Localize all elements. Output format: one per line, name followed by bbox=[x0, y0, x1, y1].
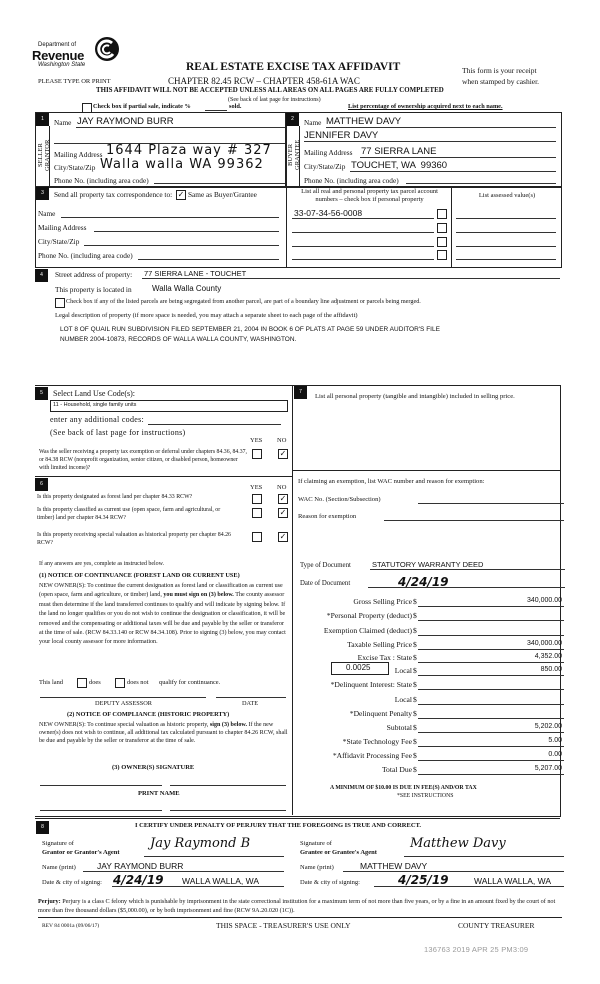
section-7-number: 7 bbox=[294, 386, 307, 399]
grantor-name-field[interactable]: JAY RAYMOND BURR bbox=[97, 861, 184, 871]
date-label: DATE bbox=[242, 700, 259, 707]
amount-field[interactable] bbox=[418, 635, 564, 636]
amount-field[interactable] bbox=[418, 704, 564, 705]
buyer-phone-label: Phone No. (including area code) bbox=[304, 176, 399, 185]
segregated-label: Check box if any of the listed parcels are being segregated from another parcel, are part of a boundary line adjustment or parcels being merged. bbox=[66, 298, 421, 305]
county-treasurer: COUNTY TREASURER bbox=[458, 921, 535, 930]
grantee-city-field[interactable]: WALLA WALLA, WA bbox=[474, 876, 551, 886]
notice-2-text-a: NEW OWNER(S): To continue special valuation as historic property, bbox=[39, 722, 209, 728]
amount-row bbox=[300, 765, 570, 777]
grantee-date-label: Date & city of signing: bbox=[300, 879, 360, 886]
land-does-checkbox[interactable] bbox=[77, 678, 87, 688]
sections-5-6-divider bbox=[35, 476, 292, 477]
amount-value: 5.00 bbox=[548, 737, 562, 744]
ownership-note: List percentage of ownership acquired next to each name. bbox=[348, 103, 503, 110]
doc-type-field[interactable]: STATUTORY WARRANTY DEED bbox=[372, 560, 484, 569]
amount-field[interactable] bbox=[418, 732, 564, 733]
grantee-name-underline bbox=[343, 871, 564, 872]
dollar-sign: $ bbox=[413, 737, 417, 746]
parcel-number-field[interactable] bbox=[292, 259, 434, 260]
grantee-sig-label-1: Signature of bbox=[300, 840, 332, 847]
doc-date-label: Date of Document bbox=[300, 580, 351, 587]
land-use-label: Select Land Use Code(s): bbox=[53, 389, 135, 398]
seller-name-field[interactable]: JAY RAYMOND BURR bbox=[77, 116, 174, 127]
amount-label: Subtotal bbox=[386, 723, 412, 732]
deputy-assessor-label: DEPUTY ASSESSOR bbox=[95, 700, 152, 707]
notice-2-text-b: If the new owner(s) does not wish to continue, all additional tax calculated pursuant to chapter 84.26 RCW, shall be due and payable by the seller or transferor at the time of sale. bbox=[39, 722, 288, 745]
forest-land-question: Is this property designated as forest land per chapter 84.33 RCW? bbox=[37, 494, 193, 500]
reason-field[interactable] bbox=[384, 520, 564, 521]
historical-question: Is this property receiving special valuation as historical property per chapter 84.26 RCW? bbox=[37, 532, 231, 546]
perjury-text: Perjury is a class C felony which is punishable by imprisonment in the state correctional institution for a maximum term of not more than five years, or by a fine in an amount fixed by the court of not more than five thousand dollars ($5,000.00), or by both imprisonment and fine (RCW 9A.20.020 (1C)). bbox=[38, 898, 556, 914]
dollar-sign: $ bbox=[413, 695, 417, 704]
assessed-header: List assessed value(s) bbox=[478, 192, 536, 199]
current-use-no-checkbox[interactable]: ✓ bbox=[279, 508, 287, 517]
buyer-city-underline bbox=[350, 171, 556, 172]
amount-row bbox=[300, 680, 570, 692]
treasurer-use-only: THIS SPACE - TREASURER'S USE ONLY bbox=[216, 921, 351, 930]
amount-value: 5,207.00 bbox=[534, 765, 562, 772]
amount-value: 340,000.00 bbox=[526, 640, 562, 647]
buyer-name-field[interactable]: MATTHEW DAVY bbox=[326, 116, 402, 127]
current-use-yes-checkbox[interactable] bbox=[252, 508, 262, 518]
dollar-sign: $ bbox=[413, 611, 417, 620]
amount-label: Taxable Selling Price bbox=[347, 640, 412, 649]
grantor-sig-label-1: Signature of bbox=[42, 840, 74, 847]
warning-text: THIS AFFIDAVIT WILL NOT BE ACCEPTED UNLESS ALL AREAS ON ALL PAGES ARE FULLY COMPLETED bbox=[96, 87, 444, 94]
street-address-field[interactable]: 77 SIERRA LANE - TOUCHET bbox=[144, 269, 247, 278]
print-name-line-2[interactable] bbox=[170, 810, 286, 811]
section-3-correspondence bbox=[35, 186, 562, 268]
assessed-value-field[interactable] bbox=[456, 232, 556, 233]
corr-city-label: City/State/Zip bbox=[38, 237, 80, 246]
parcel-underline bbox=[292, 218, 434, 219]
buyer-name-label: Name bbox=[304, 118, 322, 127]
dor-logo bbox=[30, 28, 120, 70]
dollar-sign: $ bbox=[413, 653, 417, 662]
forest-land-no-checkbox[interactable]: ✓ bbox=[279, 494, 287, 503]
owner-signature-label: (3) OWNER(S) SIGNATURE bbox=[112, 764, 195, 771]
section-2-number: 2 bbox=[286, 113, 299, 126]
buyer-mailing-underline bbox=[360, 157, 556, 158]
corr-city-field[interactable] bbox=[84, 245, 279, 246]
dollar-sign: $ bbox=[413, 751, 417, 760]
dollar-sign: $ bbox=[413, 680, 417, 689]
amount-field[interactable] bbox=[418, 675, 564, 676]
see-instructions-note: *SEE INSTRUCTIONS bbox=[397, 793, 454, 799]
same-as-buyer-label: Same as Buyer/Grantee bbox=[188, 190, 257, 199]
seller-mailing-field[interactable]: 1644 Plaza way # 327 bbox=[106, 143, 272, 158]
section-3-number: 3 bbox=[36, 187, 49, 200]
notice-1-title: (1) NOTICE OF CONTINUANCE (FOREST LAND OR CURRENT USE) bbox=[39, 572, 240, 579]
amount-field[interactable] bbox=[418, 620, 564, 621]
notice-1-text-b: The county assessor must then determine if the land transferred continues to qualify and will indicate by signing below. If the land no longer qualifies or you do not wish to continue the designation or classification, it will be removed and the compensating or additional taxes will be due and payable by the seller or transferor at the time of sale. (RCW 84.33.140 or RCW 84.34.108). Prior to signing (3) below, you may contact your local county assessor for more information. bbox=[39, 592, 286, 646]
buyer-mailing-label: Mailing Address bbox=[304, 148, 353, 157]
notice-1-bold: you must sign on (3) below. bbox=[163, 592, 234, 599]
grantor-sig-label-2: Grantor or Grantor's Agent bbox=[42, 849, 120, 856]
qualify-label: qualify for continuance. bbox=[159, 679, 221, 686]
assessed-value-field[interactable] bbox=[456, 259, 556, 260]
forest-land-yes-checkbox[interactable] bbox=[252, 494, 262, 504]
assessor-date-line[interactable] bbox=[216, 697, 286, 698]
personal-property-checkbox[interactable] bbox=[437, 223, 447, 233]
sections-5-7-column-divider bbox=[292, 385, 293, 815]
amount-row bbox=[300, 751, 570, 763]
grantor-name-label: Name (print) bbox=[42, 864, 76, 871]
receipt-note-2: when stamped by cashier. bbox=[462, 77, 540, 86]
partial-sale-sold: sold. bbox=[229, 103, 242, 110]
corr-mailing-field[interactable] bbox=[94, 231, 279, 232]
grantor-name-underline bbox=[83, 871, 284, 872]
local-rate-field[interactable] bbox=[331, 662, 389, 675]
street-address-underline bbox=[142, 278, 560, 279]
street-address-label: Street address of property: bbox=[55, 270, 133, 279]
amount-field[interactable] bbox=[418, 718, 564, 719]
section-5-number: 5 bbox=[35, 387, 48, 400]
dollar-sign: $ bbox=[413, 765, 417, 774]
seller-phone-label: Phone No. (including area code) bbox=[54, 176, 149, 185]
partial-sale-percent-field[interactable] bbox=[205, 110, 227, 111]
amount-row bbox=[300, 597, 570, 609]
parcel-header-1: List all real and personal property tax parcel account bbox=[301, 188, 438, 195]
amount-label: Excise Tax : State bbox=[357, 653, 412, 662]
treasurer-stamp: 136763 2019 APR 25 PM3:09 bbox=[424, 945, 529, 954]
logo-line1: Department of bbox=[38, 42, 77, 48]
grantee-date-underline bbox=[374, 886, 564, 887]
doc-type-label: Type of Document bbox=[300, 562, 351, 569]
notice-1-text-a: NEW OWNER(S): To continue the current designation as forest land or classification as current use (open space, farm and agriculture, or timber) land, bbox=[39, 583, 283, 599]
buyer-city-label: City/State/Zip bbox=[304, 162, 346, 171]
land-does-not-checkbox[interactable] bbox=[115, 678, 125, 688]
grantor-signature-underline bbox=[144, 856, 284, 857]
land-does-label: does bbox=[89, 679, 101, 686]
owner-signature-line-2[interactable] bbox=[170, 785, 286, 786]
seller-city-field[interactable]: Walla walla WA 99362 bbox=[100, 157, 264, 172]
seller-grantor-label: SELLER GRANTOR bbox=[37, 139, 51, 171]
wac-label: WAC No. (Section/Subsection) bbox=[298, 496, 381, 503]
grantor-date-label: Date & city of signing: bbox=[42, 879, 102, 886]
amount-field[interactable] bbox=[418, 649, 564, 650]
buyer-mailing-field[interactable]: 77 SIERRA LANE bbox=[361, 146, 437, 157]
dollar-sign: $ bbox=[413, 640, 417, 649]
doc-date-field[interactable]: 4/24/19 bbox=[398, 575, 449, 589]
amount-label: Exemption Claimed (deduct) bbox=[323, 626, 412, 635]
if-yes-instructions: If any answers are yes, complete as instructed below. bbox=[39, 561, 164, 567]
section-4-number: 4 bbox=[35, 269, 48, 282]
grantee-signature-field[interactable]: Matthew Davy bbox=[410, 836, 506, 851]
minimum-due-note: A MINIMUM OF $10.00 IS DUE IN FEE(S) AND/OR TAX bbox=[330, 785, 477, 791]
amount-label: *Personal Property (deduct) bbox=[326, 611, 412, 620]
historical-no-checkbox[interactable]: ✓ bbox=[279, 532, 287, 541]
grantor-date-field[interactable]: 4/24/19 bbox=[113, 873, 164, 887]
partial-sale-label: Check box if partial sale, indicate % bbox=[93, 103, 191, 110]
seller-mailing-label: Mailing Address bbox=[54, 150, 103, 159]
seller-city-label: City/State/Zip bbox=[54, 163, 96, 172]
owner-signature-line-1[interactable] bbox=[40, 785, 162, 786]
amount-row bbox=[300, 737, 570, 749]
amount-label: Local bbox=[394, 666, 412, 675]
land-use-selected: 11 - Household, single family units bbox=[53, 402, 137, 408]
amount-row bbox=[300, 640, 570, 652]
grantee-date-field[interactable]: 4/25/19 bbox=[398, 873, 449, 887]
amount-label: Local bbox=[394, 695, 412, 704]
assessed-column-divider bbox=[451, 187, 452, 267]
doc-type-underline bbox=[370, 569, 565, 570]
amount-value: 340,000.00 bbox=[526, 597, 562, 604]
form-revision: REV 84 0001a (09/06/17) bbox=[42, 923, 100, 929]
corr-phone-field[interactable] bbox=[138, 259, 279, 260]
grantor-date-underline bbox=[112, 886, 284, 887]
section-6-number: 6 bbox=[35, 478, 48, 491]
amount-row bbox=[300, 709, 570, 721]
dollar-sign: $ bbox=[413, 723, 417, 732]
amount-value: 850.00 bbox=[540, 666, 562, 673]
section-5-see-back: (See back of last page for instructions) bbox=[50, 428, 186, 437]
notice-2-title: (2) NOTICE OF COMPLIANCE (HISTORIC PROPERTY) bbox=[67, 711, 230, 718]
doc-date-underline bbox=[368, 587, 565, 588]
section-1-seller bbox=[35, 112, 287, 188]
amount-row bbox=[300, 695, 570, 707]
perjury-notice bbox=[38, 898, 563, 915]
county-field[interactable]: Walla Walla County bbox=[152, 284, 222, 293]
print-name-line-1[interactable] bbox=[40, 810, 162, 811]
dollar-sign: $ bbox=[413, 626, 417, 635]
section-7-divider bbox=[292, 470, 560, 471]
amount-label: *Delinquent Penalty bbox=[349, 709, 412, 718]
section-5-yes-header: YES bbox=[250, 437, 263, 444]
amount-row bbox=[300, 626, 570, 638]
dollar-sign: $ bbox=[413, 666, 417, 675]
legal-description-line-2[interactable]: NUMBER 2004-10873, RECORDS OF WALLA WALLA COUNTY, WASHINGTON. bbox=[60, 336, 297, 343]
historical-yes-checkbox[interactable] bbox=[252, 532, 262, 542]
land-does-not-label: does not bbox=[127, 679, 149, 686]
notice-2-bold: sign (3) below. bbox=[209, 722, 247, 728]
personal-property-label: List all personal property (tangible and intangible) included in selling price. bbox=[315, 393, 515, 400]
amount-field[interactable] bbox=[418, 606, 564, 607]
section-8-number: 8 bbox=[36, 821, 49, 834]
seller-phone-field[interactable] bbox=[154, 183, 286, 184]
buyer-name-underline bbox=[326, 127, 556, 128]
exemption-yes-checkbox[interactable] bbox=[252, 449, 262, 459]
grantee-signature-underline bbox=[404, 856, 564, 857]
land-use-select[interactable] bbox=[50, 400, 288, 412]
legal-description-line-1[interactable]: LOT 8 OF QUAIL RUN SUBDIVISION FILED SEPTEMBER 21, 2004 IN BOOK 6 OF PLATS AT PAGE 59 UNDER AUDITOR'S FILE bbox=[60, 326, 440, 333]
amount-field[interactable] bbox=[418, 746, 564, 747]
logo-line2: Revenue bbox=[32, 48, 85, 63]
personal-property-checkbox[interactable] bbox=[437, 237, 447, 247]
dollar-sign: $ bbox=[413, 709, 417, 718]
exemption-instructions: If claiming an exemption, list WAC number and reason for exemption: bbox=[298, 478, 485, 485]
amount-label: Total Due bbox=[381, 765, 412, 774]
this-land-label: This land bbox=[39, 679, 63, 686]
grantee-name-field[interactable]: MATTHEW DAVY bbox=[360, 861, 428, 871]
assessed-value-field[interactable] bbox=[456, 246, 556, 247]
segregated-checkbox[interactable] bbox=[55, 298, 65, 308]
amount-value: 4,352.00 bbox=[534, 653, 562, 660]
additional-codes-label: enter any additional codes: bbox=[50, 415, 145, 424]
notice-1-body bbox=[39, 582, 289, 648]
located-in-label: This property is located in bbox=[55, 285, 132, 294]
section-5-no-header: NO bbox=[277, 437, 287, 444]
print-name-label: PRINT NAME bbox=[138, 790, 180, 797]
certify-statement: I CERTIFY UNDER PENALTY OF PERJURY THAT THE FOREGOING IS TRUE AND CORRECT. bbox=[135, 822, 422, 829]
please-type: PLEASE TYPE OR PRINT bbox=[38, 78, 111, 85]
grantee-name-label: Name (print) bbox=[300, 864, 334, 871]
reason-label: Reason for exemption bbox=[298, 513, 357, 520]
amount-field[interactable] bbox=[418, 662, 564, 663]
buyer-city-field[interactable]: TOUCHET, WA 99360 bbox=[351, 160, 448, 171]
form-title: REAL ESTATE EXCISE TAX AFFIDAVIT bbox=[186, 61, 401, 73]
corr-name-label: Name bbox=[38, 209, 56, 218]
exemption-no-checkbox[interactable]: ✓ bbox=[279, 449, 287, 458]
amount-field[interactable] bbox=[418, 774, 564, 775]
exemption-question: Was the seller receiving a property tax exemption or deferral under chapters 84.36, 84.37, or 84.38 RCW (nonprofit organization, senior citizen, or disabled person, homeowner with limited income)? bbox=[39, 449, 247, 471]
amount-label: *Delinquent Interest: State bbox=[330, 680, 412, 689]
section-1-number: 1 bbox=[36, 113, 49, 126]
parcel-number-field[interactable] bbox=[292, 232, 434, 233]
amount-value: 5,202.00 bbox=[534, 723, 562, 730]
logo-line3: Washington State bbox=[38, 62, 86, 68]
local-rate-value: 0.0025 bbox=[346, 663, 371, 672]
notice-2-body bbox=[39, 721, 289, 746]
amount-field[interactable] bbox=[418, 689, 564, 690]
section-2-buyer bbox=[285, 112, 562, 188]
buyer-name2-field[interactable]: JENNIFER DAVY bbox=[304, 130, 379, 141]
amount-label: *State Technology Fee bbox=[342, 737, 412, 746]
send-correspondence-label: Send all property tax correspondence to: bbox=[54, 190, 173, 199]
deputy-assessor-signature-line[interactable] bbox=[40, 697, 206, 698]
buyer-name2-underline bbox=[304, 141, 556, 142]
grantor-signature-field[interactable]: Jay Raymond B bbox=[150, 836, 251, 851]
corr-name-field[interactable] bbox=[61, 217, 279, 218]
personal-property-checkbox[interactable] bbox=[437, 209, 447, 219]
personal-property-checkbox[interactable] bbox=[437, 250, 447, 260]
additional-codes-field[interactable] bbox=[148, 424, 281, 425]
receipt-note-1: This form is your receipt bbox=[462, 66, 537, 75]
parcel-number-field[interactable] bbox=[292, 246, 434, 247]
amount-label: Gross Selling Price bbox=[353, 597, 412, 606]
seller-name-label: Name bbox=[54, 118, 72, 127]
section-6-yes-header: YES bbox=[250, 484, 263, 491]
see-back-instructions: (See back of last page for instructions) bbox=[228, 97, 321, 103]
legal-description-label: Legal description of property (if more space is needed, you may attach a separate sheet to each page of the affidavit) bbox=[55, 312, 358, 319]
current-use-question: Is this property classified as current use (open space, farm and agricultural, or timber) land per chapter 84.34 RCW? bbox=[37, 507, 221, 521]
assessed-value-field[interactable] bbox=[456, 218, 556, 219]
parcel-column-divider bbox=[286, 187, 287, 267]
wac-field[interactable] bbox=[418, 503, 564, 504]
buyer-grantee-label: BUYER GRANTEE bbox=[287, 139, 301, 171]
grantee-sig-label-2: Grantee or Grantee's Agent bbox=[300, 849, 377, 856]
same-as-buyer-checkbox[interactable]: ✓ bbox=[177, 190, 185, 199]
amount-row bbox=[300, 723, 570, 735]
corr-phone-label: Phone No. (including area code) bbox=[38, 251, 133, 260]
amount-value: 0.00 bbox=[548, 751, 562, 758]
amount-row bbox=[300, 611, 570, 623]
dollar-sign: $ bbox=[413, 597, 417, 606]
footer-rule bbox=[38, 917, 562, 918]
amount-label: *Affidavit Processing Fee bbox=[332, 751, 412, 760]
parcel-header-2: numbers – check box if personal property bbox=[315, 196, 424, 203]
amount-field[interactable] bbox=[418, 760, 564, 761]
perjury-bold: Perjury: bbox=[38, 898, 61, 905]
form-subtitle: CHAPTER 82.45 RCW – CHAPTER 458-61A WAC bbox=[168, 76, 360, 86]
seller-name-underline bbox=[76, 127, 286, 128]
dor-swirl-logo-icon bbox=[94, 36, 120, 62]
buyer-phone-field[interactable] bbox=[406, 183, 556, 184]
grantor-city-field[interactable]: WALLA WALLA, WA bbox=[182, 876, 259, 886]
corr-mailing-label: Mailing Address bbox=[38, 223, 87, 232]
section-6-no-header: NO bbox=[277, 484, 287, 491]
parcel-number-field[interactable]: 33-07-34-56-0008 bbox=[294, 208, 363, 218]
